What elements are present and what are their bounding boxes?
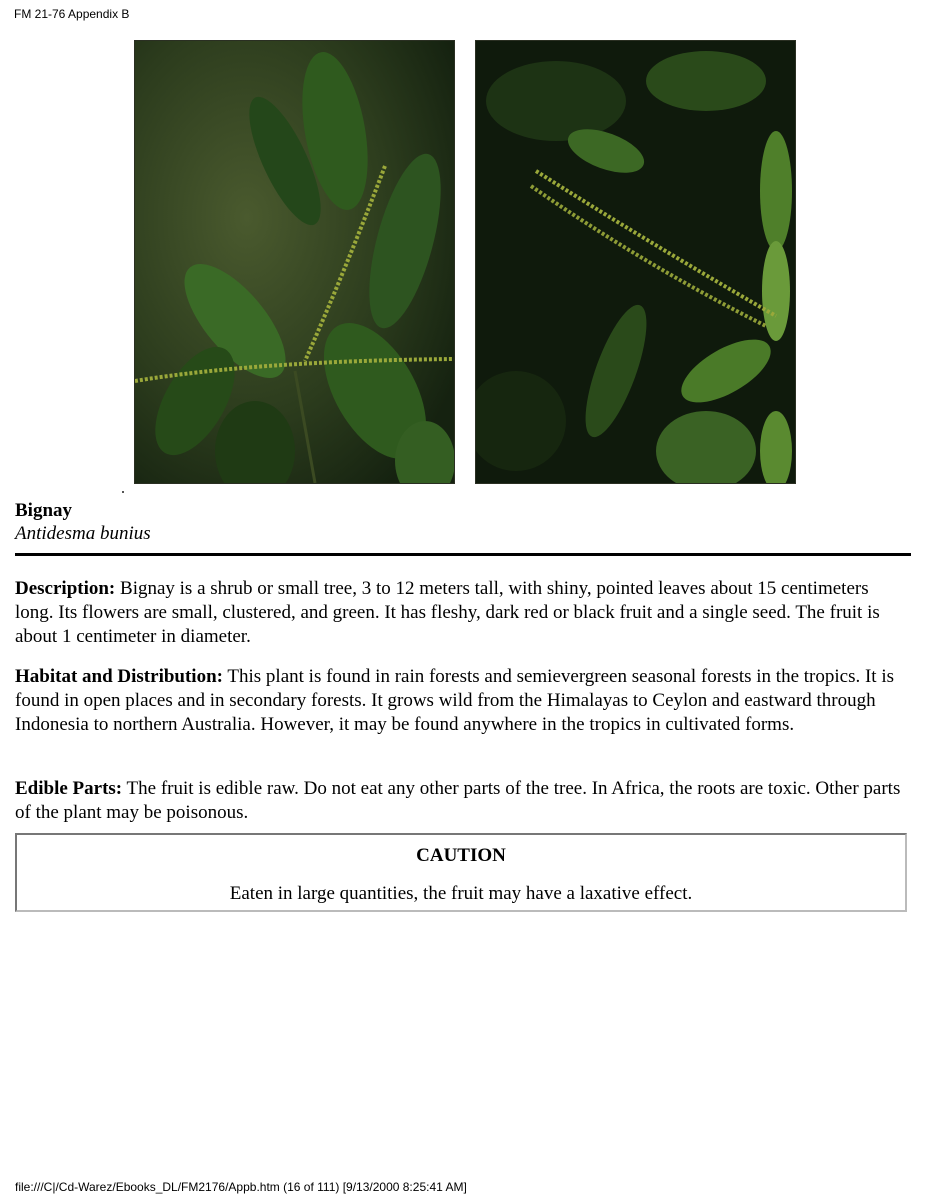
habitat-label: Habitat and Distribution: — [15, 666, 223, 687]
plant-scientific-name: Antidesma bunius — [15, 523, 151, 544]
description-paragraph — [15, 577, 911, 649]
caution-text: Eaten in large quantities, the fruit may have a laxative effect. — [229, 883, 693, 904]
caution-box — [15, 833, 907, 912]
edible-parts-label: Edible Parts: — [15, 778, 123, 799]
habitat-paragraph — [15, 665, 911, 737]
edible-parts-paragraph — [15, 777, 911, 825]
stray-dot — [122, 491, 124, 493]
plant-photo-left-image — [135, 41, 454, 483]
page-footer: file:///C|/Cd-Warez/Ebooks_DL/FM2176/Appb.htm (16 of 111) [9/13/2000 8:25:41 AM] — [15, 1180, 467, 1194]
divider-rule — [15, 553, 911, 556]
plant-photo-right — [476, 41, 795, 483]
description-label: Description: — [15, 578, 116, 599]
plant-photo-left — [135, 41, 454, 483]
habitat-text: This plant is found in rain forests and semievergreen seasonal forests in the tropics. It is found in open places and in secondary forests. It grows wild from the Himalayas to Ceylon and eastward through Indonesia to northern Australia. However, it may be found anywhere in the tropics in cultivated forms. — [15, 666, 894, 735]
page-header: FM 21-76 Appendix B — [14, 7, 130, 21]
edible-parts-text: The fruit is edible raw. Do not eat any other parts of the tree. In Africa, the roots are toxic. Other parts of the plant may be poisonous. — [15, 778, 901, 823]
plant-photo-right-image — [476, 41, 795, 483]
caution-title: CAUTION — [416, 845, 506, 866]
plant-name: Bignay — [15, 500, 73, 521]
description-text: Bignay is a shrub or small tree, 3 to 12 meters tall, with shiny, pointed leaves about 15 centimeters long. Its flowers are small, clustered, and green. It has fleshy, dark red or black fruit and a single seed. The fruit is about 1 centimeter in diameter. — [15, 578, 880, 647]
